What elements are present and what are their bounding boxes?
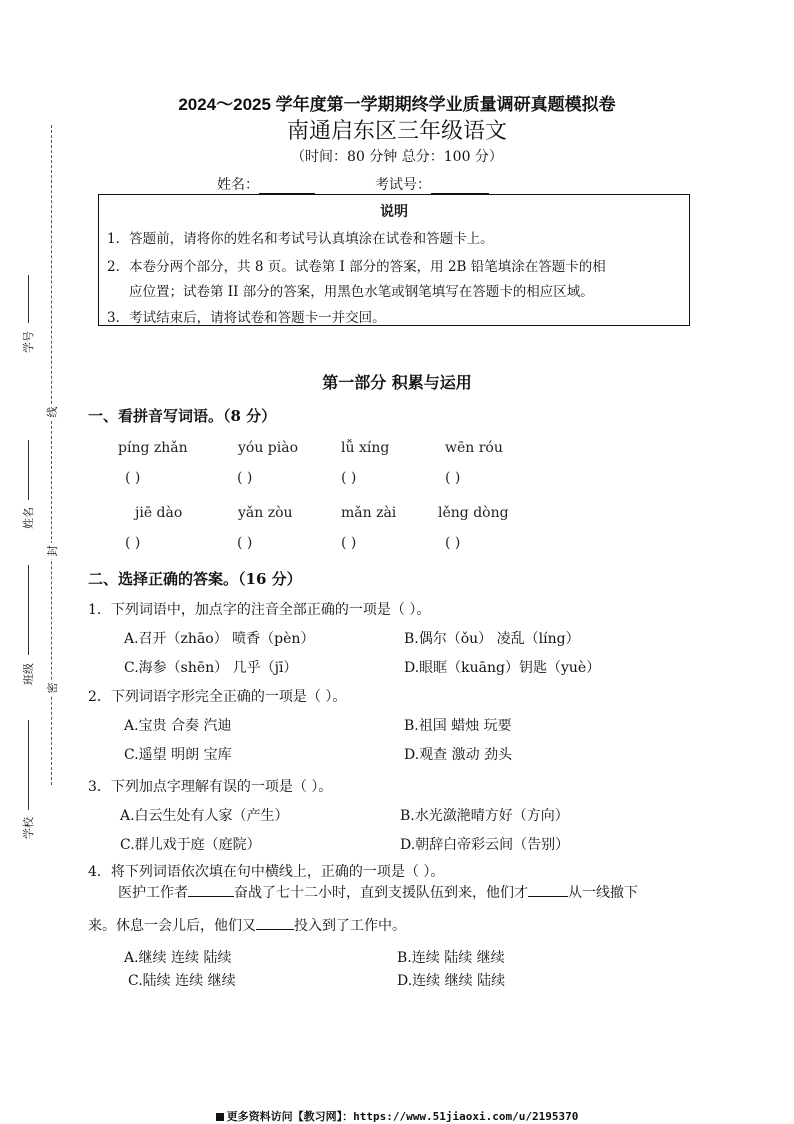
answer-paren-5[interactable]: ( ) [125,535,141,551]
q1-option-a[interactable]: A.召开（zhāo） 喷香（pèn） [124,631,315,647]
pinyin-8: lěng dòng [438,505,509,521]
pinyin-2: yóu piào [238,440,299,456]
section2-heading: 二、选择正确的答案。（16 分） [88,570,302,588]
part1-title: 第一部分 积累与运用 [322,373,472,392]
pinyin-7: mǎn zài [341,505,397,521]
q4-text-b: 奋战了七十二小时，直到支援队伍到来，他们才 [234,885,528,901]
q1-option-d[interactable]: D.眼眶（kuāng）钥匙（yuè） [404,660,601,676]
q3-option-a[interactable]: A.白云生处有人家（产生） [120,808,289,824]
answer-paren-6[interactable]: ( ) [237,535,253,551]
q1-option-c[interactable]: C.海参（shēn） 几乎（jī） [124,660,298,676]
time-info: （时间：80 分钟 总分：100 分） [291,149,503,165]
footer [0,1108,794,1124]
answer-paren-1[interactable]: ( ) [125,470,141,486]
mark-line: 线 [44,404,60,420]
student-no-label: 学号 [22,331,35,353]
school-label: 学校 [22,817,35,839]
q4-text-e: 投入到了工作中。 [294,918,406,934]
exam-no-field [375,174,489,194]
section1-heading: 一、看拼音写词语。（8 分） [88,407,277,425]
q4-option-b[interactable]: B.连续 陆续 继续 [397,950,505,966]
flag-icon [216,1113,224,1121]
exam-no-blank[interactable] [431,179,489,194]
q4-text-c: 从一线撤下 [568,885,638,901]
q3-stem: 3．下列加点字理解有误的一项是（ ）。 [88,779,333,795]
q4-blank-3[interactable] [256,915,294,930]
q4-blank-1[interactable] [188,882,234,897]
q4-paragraph-line2 [88,915,406,935]
q1-option-b[interactable]: B.偶尔（ǒu） 凌乱（líng） [404,631,580,647]
answer-paren-2[interactable]: ( ) [237,470,253,486]
q4-option-a[interactable]: A.继续 连续 陆续 [124,950,232,966]
q4-text-d: 来。休息一会儿后，他们又 [88,918,256,934]
mark-seal: 封 [44,543,60,559]
instruction-1: 1．答题前，请将你的姓名和考试号认真填涂在试卷和答题卡上。 [107,231,494,247]
name-blank-margin [28,440,29,500]
q2-option-c[interactable]: C.遥望 明朗 宝库 [124,747,232,763]
instruction-3: 3．考试结束后，请将试卷和答题卡一并交回。 [107,310,386,326]
answer-paren-3[interactable]: ( ) [341,470,357,486]
q4-blank-2[interactable] [528,882,568,897]
q4-text-a: 医护工作者 [118,885,188,901]
pinyin-6: yǎn zòu [238,505,293,521]
answer-paren-8[interactable]: ( ) [445,535,461,551]
instruction-2-cont: 应位置；试卷第 II 部分的答案，用黑色水笔或钢笔填写在答题卡的相应区域。 [129,284,594,300]
q2-stem: 2．下列词语字形完全正确的一项是（ ）。 [88,689,347,705]
name-field [217,174,315,194]
exam-no-label: 考试号： [375,177,431,193]
q2-option-b[interactable]: B.祖国 蜡烛 玩要 [404,718,512,734]
q1-stem: 1．下列词语中，加点字的注音全部正确的一项是（ ）。 [88,602,431,618]
q4-stem: 4．将下列词语依次填在句中横线上，正确的一项是（ ）。 [88,864,445,880]
mark-secret: 密 [44,680,60,696]
q3-option-b[interactable]: B.水光潋滟晴方好（方向） [400,808,569,824]
q2-option-a[interactable]: A.宝贵 合奏 汽迪 [124,718,232,734]
student-no-blank [28,275,29,323]
q4-option-d[interactable]: D.连续 继续 陆续 [397,973,506,989]
pinyin-1: píng zhǎn [118,440,188,456]
pinyin-3: lǚ xíng [341,440,390,456]
q4-paragraph-line1 [118,882,638,902]
answer-paren-4[interactable]: ( ) [445,470,461,486]
title-line2: 南通启东区三年级语文 [286,119,507,144]
title-line1: 2024～2025 学年度第一学期期终学业质量调研真题模拟卷 [178,95,616,114]
q3-option-c[interactable]: C.群儿戏于庭（庭院） [120,837,261,853]
q2-option-d[interactable]: D.观查 激动 劲头 [404,747,513,763]
class-label: 班级 [22,663,35,685]
q3-option-d[interactable]: D.朝辞白帝彩云间（告别） [400,837,570,853]
class-blank [28,565,29,655]
school-blank [28,720,29,810]
name-label-margin: 姓名 [22,507,35,529]
instructions-title: 说明 [380,204,408,220]
instruction-2: 2．本卷分两个部分，共 8 页。试卷第 I 部分的答案，用 2B 铅笔填涂在答题卡的相 [107,259,606,275]
q4-option-c[interactable]: C.陆续 连续 继续 [128,973,236,989]
answer-paren-7[interactable]: ( ) [341,535,357,551]
footer-link[interactable]: 更多资料访问【教习网】：https://www.51jiaoxi.com/u/2195370 [226,1110,579,1123]
instructions-box [98,194,690,326]
name-label: 姓名： [217,177,259,193]
pinyin-4: wēn róu [445,440,503,456]
pinyin-5: jiē dào [135,505,183,521]
name-blank[interactable] [259,179,315,194]
